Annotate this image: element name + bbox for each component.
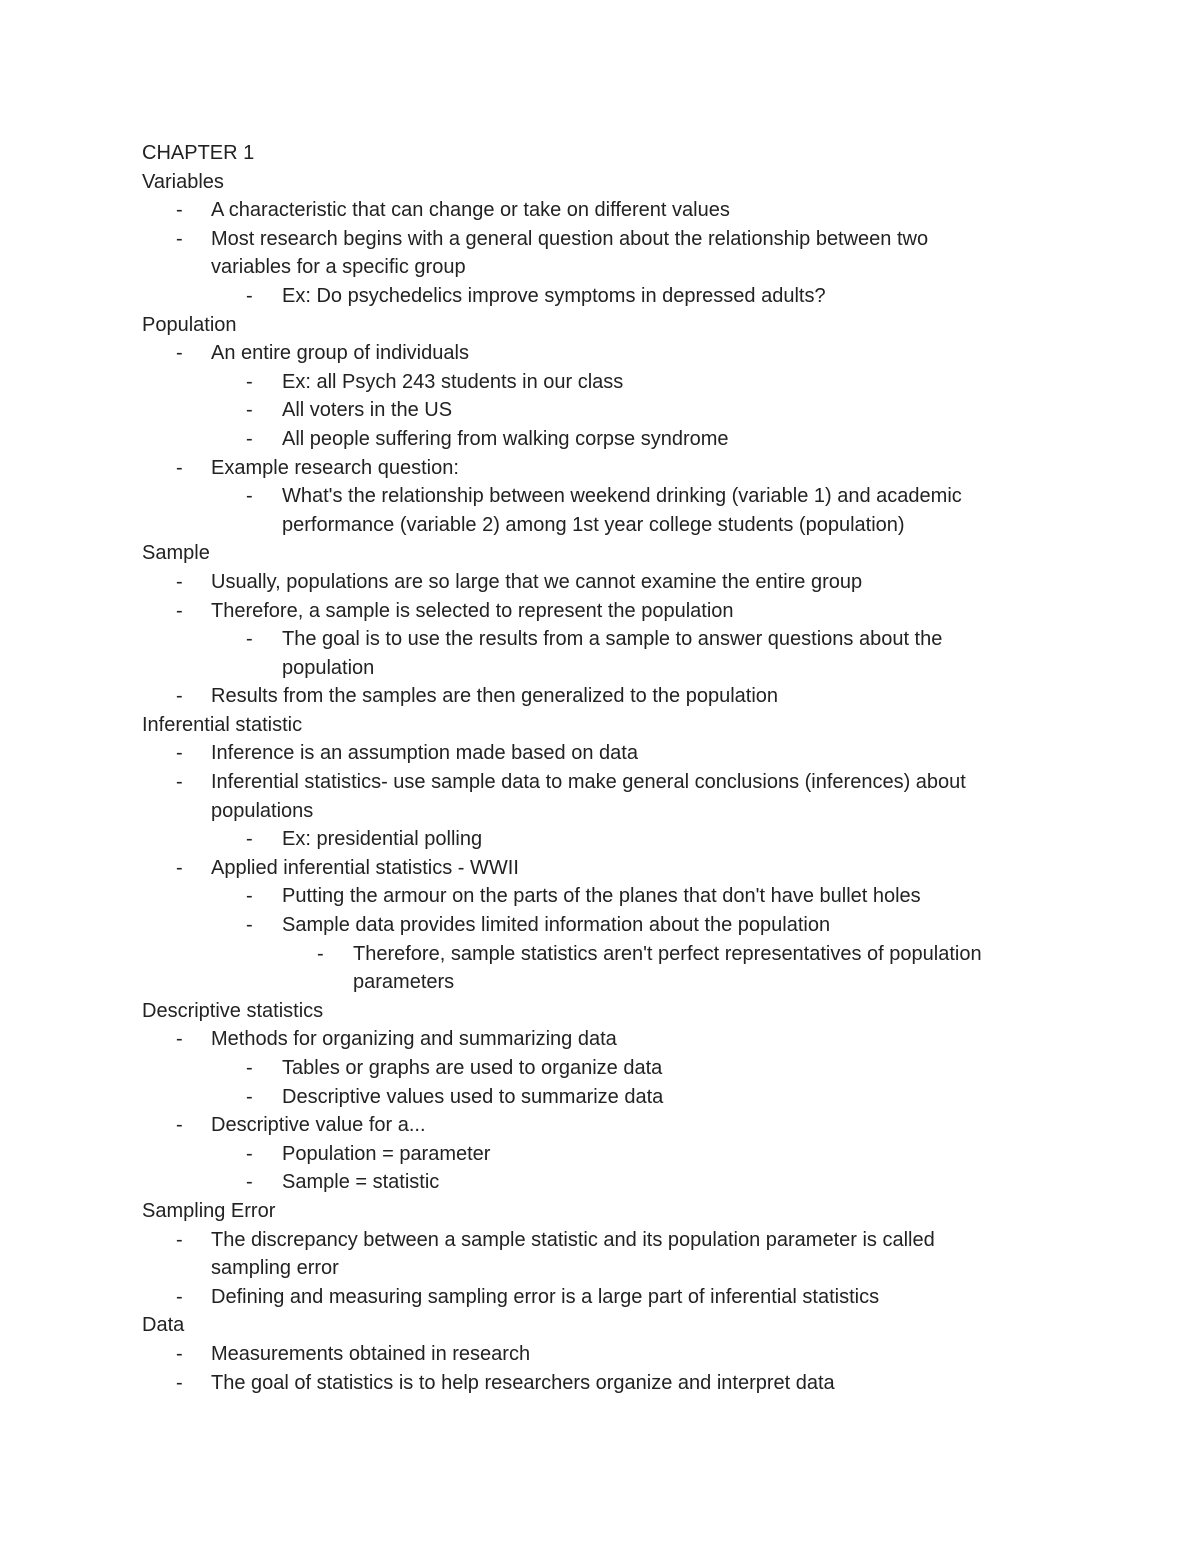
item-text: variables for a specific group bbox=[211, 256, 466, 279]
bullet-continuation bbox=[142, 253, 1062, 282]
heading-text: Descriptive statistics bbox=[142, 999, 324, 1022]
bullet-dash: - bbox=[246, 628, 253, 651]
item-text: The discrepancy between a sample statistic and its population parameter is called bbox=[211, 1228, 935, 1251]
bullet-dash: - bbox=[176, 1342, 183, 1365]
section-heading bbox=[142, 168, 1062, 197]
item-text: The goal of statistics is to help researchers organize and interpret data bbox=[211, 1371, 835, 1394]
bullet-item bbox=[142, 911, 1062, 940]
bullet-item bbox=[142, 568, 1062, 597]
bullet-dash: - bbox=[176, 599, 183, 622]
heading-text: Population bbox=[142, 313, 237, 336]
bullet-dash: - bbox=[246, 370, 253, 393]
bullet-dash: - bbox=[176, 771, 183, 794]
bullet-item bbox=[142, 196, 1062, 225]
item-text: sampling error bbox=[211, 1257, 339, 1280]
bullet-dash: - bbox=[246, 427, 253, 450]
section-heading bbox=[142, 711, 1062, 740]
item-text: performance (variable 2) among 1st year college students (population) bbox=[282, 513, 905, 536]
bullet-dash: - bbox=[176, 570, 183, 593]
bullet-continuation bbox=[142, 797, 1062, 826]
bullet-continuation bbox=[142, 968, 1062, 997]
section-heading bbox=[142, 1311, 1062, 1340]
bullet-item bbox=[142, 339, 1062, 368]
section-heading bbox=[142, 539, 1062, 568]
heading-text: Sampling Error bbox=[142, 1199, 276, 1222]
item-text: Sample data provides limited information about the population bbox=[282, 914, 831, 937]
item-text: What's the relationship between weekend drinking (variable 1) and academic bbox=[282, 485, 962, 508]
bullet-item bbox=[142, 225, 1062, 254]
section-heading bbox=[142, 139, 1062, 168]
bullet-dash: - bbox=[246, 1171, 253, 1194]
bullet-dash: - bbox=[176, 1114, 183, 1137]
bullet-continuation bbox=[142, 511, 1062, 540]
section-heading bbox=[142, 311, 1062, 340]
bullet-dash: - bbox=[176, 199, 183, 222]
document-body bbox=[142, 139, 1062, 1397]
bullet-item bbox=[142, 768, 1062, 797]
item-text: populations bbox=[211, 799, 314, 822]
bullet-continuation bbox=[142, 1254, 1062, 1283]
bullet-dash: - bbox=[176, 685, 183, 708]
bullet-dash: - bbox=[246, 399, 253, 422]
bullet-item bbox=[142, 454, 1062, 483]
bullet-dash: - bbox=[176, 1028, 183, 1051]
bullet-item bbox=[142, 1369, 1062, 1398]
item-text: population bbox=[282, 656, 375, 679]
bullet-item bbox=[142, 625, 1062, 654]
bullet-item bbox=[142, 739, 1062, 768]
item-text: Inference is an assumption made based on data bbox=[211, 742, 638, 765]
bullet-item bbox=[142, 882, 1062, 911]
item-text: Putting the armour on the parts of the planes that don't have bullet holes bbox=[282, 885, 921, 908]
bullet-item bbox=[142, 396, 1062, 425]
item-text: Most research begins with a general question about the relationship between two bbox=[211, 227, 929, 250]
bullet-item bbox=[142, 1025, 1062, 1054]
item-text: Population = parameter bbox=[282, 1142, 491, 1165]
bullet-dash: - bbox=[176, 1285, 183, 1308]
bullet-item bbox=[142, 1111, 1062, 1140]
bullet-dash: - bbox=[246, 284, 253, 307]
item-text: Results from the samples are then generalized to the population bbox=[211, 685, 779, 708]
bullet-item bbox=[142, 282, 1062, 311]
item-text: Sample = statistic bbox=[282, 1171, 440, 1194]
bullet-item bbox=[142, 1226, 1062, 1255]
item-text: Inferential statistics- use sample data to make general conclusions (inferences) about bbox=[211, 771, 966, 794]
bullet-dash: - bbox=[176, 227, 183, 250]
bullet-dash: - bbox=[246, 1057, 253, 1079]
item-text: Therefore, a sample is selected to represent the population bbox=[211, 599, 734, 622]
bullet-item bbox=[142, 368, 1062, 397]
item-text: Ex: presidential polling bbox=[282, 828, 483, 851]
item-text: Defining and measuring sampling error is a large part of inferential statistics bbox=[211, 1285, 880, 1308]
bullet-item bbox=[142, 682, 1062, 711]
bullet-dash: - bbox=[246, 885, 253, 908]
bullet-dash: - bbox=[176, 342, 183, 365]
item-text: All voters in the US bbox=[282, 399, 453, 422]
bullet-dash: - bbox=[176, 856, 183, 879]
bullet-dash: - bbox=[317, 942, 324, 965]
item-text: Descriptive values used to summarize data bbox=[282, 1085, 664, 1108]
bullet-dash: - bbox=[246, 914, 253, 937]
bullet-item bbox=[142, 1054, 1062, 1083]
item-text: Ex: Do psychedelics improve symptoms in depressed adults? bbox=[282, 284, 826, 307]
item-text: parameters bbox=[353, 971, 455, 994]
bullet-item bbox=[142, 425, 1062, 454]
item-text: A characteristic that can change or take on different values bbox=[211, 199, 730, 222]
item-text: Ex: all Psych 243 students in our class bbox=[282, 370, 624, 393]
item-text: Usually, populations are so large that we cannot examine the entire group bbox=[211, 570, 863, 593]
heading-text: CHAPTER 1 bbox=[142, 142, 255, 164]
bullet-item bbox=[142, 854, 1062, 883]
bullet-item bbox=[142, 1283, 1062, 1312]
bullet-item bbox=[142, 1168, 1062, 1197]
item-text: Methods for organizing and summarizing data bbox=[211, 1028, 617, 1051]
item-text: Example research question: bbox=[211, 456, 459, 479]
item-text: Descriptive value for a... bbox=[211, 1114, 426, 1137]
bullet-dash: - bbox=[246, 485, 253, 508]
heading-text: Sample bbox=[142, 542, 210, 565]
item-text: All people suffering from walking corpse syndrome bbox=[282, 427, 729, 450]
bullet-item bbox=[142, 597, 1062, 626]
bullet-item bbox=[142, 825, 1062, 854]
bullet-dash: - bbox=[176, 1371, 183, 1394]
section-heading bbox=[142, 997, 1062, 1026]
bullet-item bbox=[142, 1083, 1062, 1112]
item-text: Tables or graphs are used to organize data bbox=[282, 1057, 663, 1079]
bullet-item bbox=[142, 1140, 1062, 1169]
bullet-item bbox=[142, 940, 1062, 969]
item-text: An entire group of individuals bbox=[211, 342, 469, 365]
heading-text: Data bbox=[142, 1314, 185, 1337]
bullet-dash: - bbox=[176, 742, 183, 765]
item-text: Therefore, sample statistics aren't perfect representatives of population bbox=[353, 942, 982, 965]
heading-text: Inferential statistic bbox=[142, 713, 303, 736]
section-heading bbox=[142, 1197, 1062, 1226]
bullet-dash: - bbox=[176, 1228, 183, 1251]
item-text: The goal is to use the results from a sample to answer questions about the bbox=[282, 628, 943, 651]
bullet-dash: - bbox=[246, 828, 253, 851]
bullet-continuation bbox=[142, 654, 1062, 683]
bullet-item bbox=[142, 482, 1062, 511]
item-text: Measurements obtained in research bbox=[211, 1342, 531, 1365]
bullet-dash: - bbox=[176, 456, 183, 479]
item-text: Applied inferential statistics - WWII bbox=[211, 856, 519, 879]
bullet-item bbox=[142, 1340, 1062, 1369]
bullet-dash: - bbox=[246, 1142, 253, 1165]
heading-text: Variables bbox=[142, 170, 224, 193]
bullet-dash: - bbox=[246, 1085, 253, 1108]
